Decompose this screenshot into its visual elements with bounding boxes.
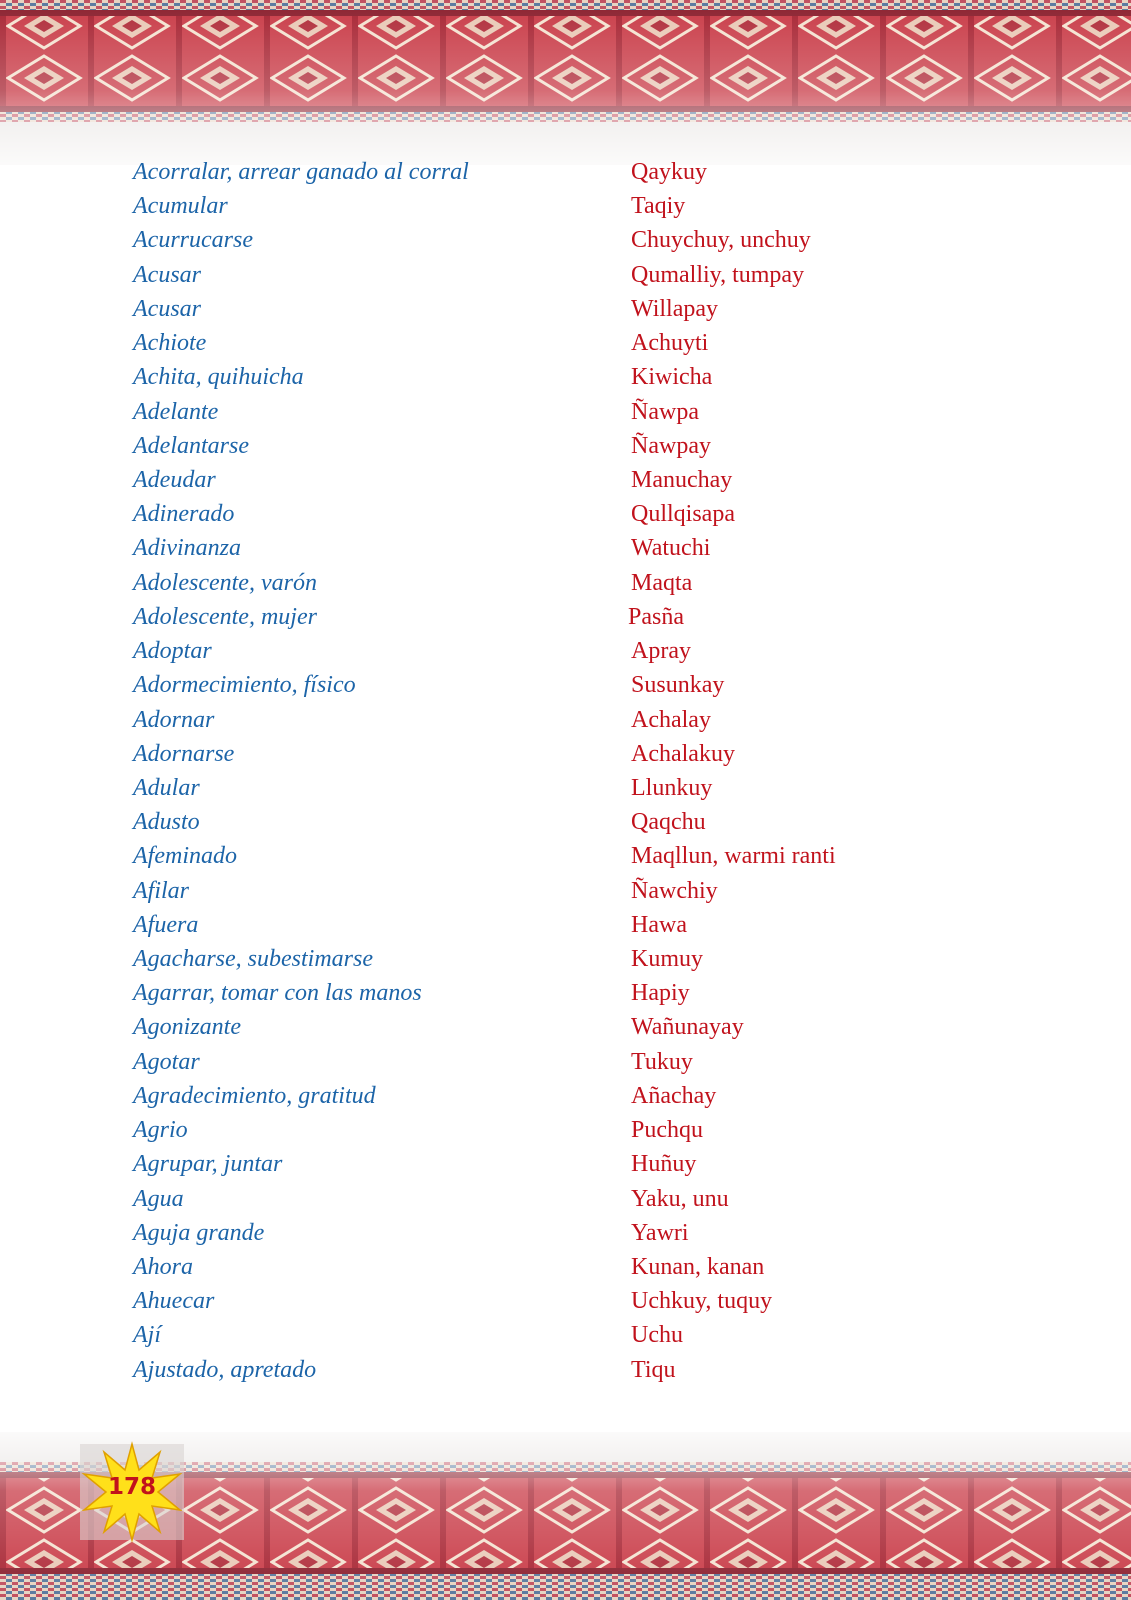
- quechua-term: Taqiy: [631, 193, 686, 220]
- quechua-term: Qaqchu: [631, 809, 706, 836]
- spanish-term: Afilar: [133, 877, 190, 904]
- glossary-entry: [0, 1079, 1131, 1113]
- spanish-term: Adornarse: [133, 740, 235, 767]
- page-number: 178: [107, 1474, 156, 1500]
- spanish-term: Adelantarse: [133, 432, 249, 459]
- glossary-list: [0, 155, 1131, 1387]
- spanish-term: Agradecimiento, gratitud: [133, 1082, 376, 1109]
- glossary-entry: [0, 395, 1131, 429]
- glossary-entry: [0, 737, 1131, 771]
- spanish-term: Acusar: [133, 261, 201, 288]
- spanish-term: Agua: [133, 1185, 184, 1212]
- glossary-entry: [0, 942, 1131, 976]
- spanish-term: Adular: [133, 774, 200, 801]
- spanish-term: Adeudar: [133, 466, 216, 493]
- quechua-term: Tiqu: [631, 1356, 676, 1383]
- glossary-entry: [0, 155, 1131, 189]
- quechua-term: Willapay: [631, 295, 718, 322]
- glossary-entry: [0, 463, 1131, 497]
- page-number-badge: [80, 1440, 184, 1544]
- spanish-term: Adusto: [133, 809, 200, 836]
- glossary-entry: [0, 1284, 1131, 1318]
- quechua-term: Yawri: [631, 1219, 689, 1246]
- quechua-term: Yaku, unu: [631, 1185, 729, 1212]
- glossary-entry: [0, 1010, 1131, 1044]
- quechua-term: Uchkuy, tuquy: [631, 1288, 773, 1315]
- spanish-term: Afeminado: [133, 843, 237, 870]
- spanish-term: Agrupar, juntar: [133, 1151, 283, 1178]
- spanish-term: Adivinanza: [133, 535, 241, 562]
- spanish-term: Adoptar: [133, 638, 212, 665]
- quechua-term: Chuychuy, unchuy: [631, 227, 811, 254]
- spanish-term: Ají: [133, 1322, 161, 1349]
- quechua-term: Ñawchiy: [631, 877, 718, 904]
- glossary-entry: [0, 600, 1131, 634]
- glossary-entry: [0, 1216, 1131, 1250]
- quechua-term: Llunkuy: [631, 774, 713, 801]
- spanish-term: Acurrucarse: [133, 227, 253, 254]
- quechua-term: Huñuy: [631, 1151, 697, 1178]
- glossary-entry: [0, 839, 1131, 873]
- quechua-term: Hawa: [631, 911, 687, 938]
- quechua-term: Pasña: [628, 603, 684, 630]
- quechua-term: Qaykuy: [631, 159, 707, 185]
- glossary-entry: [0, 874, 1131, 908]
- spanish-term: Adelante: [133, 398, 219, 425]
- glossary-entry: [0, 1045, 1131, 1079]
- glossary-entry: [0, 908, 1131, 942]
- spanish-term: Ahuecar: [133, 1288, 215, 1315]
- glossary-entry: [0, 1113, 1131, 1147]
- quechua-term: Tukuy: [631, 1048, 693, 1075]
- spanish-term: Acumular: [133, 193, 228, 220]
- glossary-entry: [0, 429, 1131, 463]
- glossary-entry: [0, 1182, 1131, 1216]
- spanish-term: Agarrar, tomar con las manos: [133, 980, 422, 1007]
- quechua-term: Qumalliy, tumpay: [631, 261, 805, 288]
- spanish-term: Agacharse, subestimarse: [133, 946, 373, 973]
- spanish-term: Afuera: [133, 911, 199, 938]
- quechua-term: Wañunayay: [631, 1014, 744, 1041]
- spanish-term: Adolescente, mujer: [133, 603, 317, 630]
- spanish-term: Acorralar, arrear ganado al corral: [133, 159, 469, 185]
- glossary-entry: [0, 258, 1131, 292]
- spanish-term: Adornar: [133, 706, 215, 733]
- glossary-entry: [0, 1147, 1131, 1181]
- quechua-term: Watuchi: [631, 535, 711, 562]
- spanish-term: Agotar: [133, 1048, 200, 1075]
- spanish-term: Acusar: [133, 295, 201, 322]
- glossary-entry: [0, 771, 1131, 805]
- quechua-term: Susunkay: [631, 672, 725, 699]
- quechua-term: Kumuy: [631, 946, 703, 973]
- quechua-term: Añachay: [631, 1082, 717, 1109]
- quechua-term: Puchqu: [631, 1117, 703, 1144]
- spanish-term: Achita, quihuicha: [133, 364, 304, 391]
- glossary-entry: [0, 497, 1131, 531]
- glossary-entry: [0, 223, 1131, 257]
- spanish-term: Adolescente, varón: [133, 569, 317, 596]
- quechua-term: Maqllun, warmi ranti: [631, 843, 836, 870]
- glossary-entry: [0, 1353, 1131, 1387]
- glossary-entry: [0, 326, 1131, 360]
- glossary-entry: [0, 805, 1131, 839]
- spanish-term: Adormecimiento, físico: [133, 672, 356, 699]
- spanish-term: Adinerado: [133, 501, 235, 528]
- quechua-term: Kiwicha: [631, 364, 713, 391]
- spanish-term: Ajustado, apretado: [133, 1356, 317, 1383]
- quechua-term: Ñawpay: [631, 432, 711, 459]
- quechua-term: Achalakuy: [631, 740, 735, 767]
- quechua-term: Hapiy: [631, 980, 690, 1007]
- glossary-entry: [0, 668, 1131, 702]
- quechua-term: Qullqisapa: [631, 501, 735, 528]
- quechua-term: Kunan, kanan: [631, 1254, 765, 1280]
- glossary-entry: [0, 189, 1131, 223]
- glossary-entry: [0, 566, 1131, 600]
- glossary-entry: [0, 292, 1131, 326]
- glossary-entry: [0, 1318, 1131, 1352]
- quechua-term: Apray: [631, 638, 691, 665]
- glossary-entry: [0, 634, 1131, 668]
- spanish-term: Agonizante: [133, 1014, 241, 1041]
- quechua-term: Uchu: [631, 1322, 683, 1349]
- spanish-term: Agrio: [133, 1117, 188, 1144]
- textile-header-band: [0, 0, 1131, 165]
- glossary-entry: [0, 703, 1131, 737]
- quechua-term: Achuyti: [631, 330, 709, 357]
- quechua-term: Manuchay: [631, 466, 733, 493]
- glossary-entry: [0, 1250, 1131, 1284]
- glossary-entry: [0, 976, 1131, 1010]
- glossary-entry: [0, 360, 1131, 394]
- spanish-term: Ahora: [133, 1254, 193, 1280]
- glossary-entry: [0, 531, 1131, 565]
- spanish-term: Aguja grande: [133, 1219, 265, 1246]
- spanish-term: Achiote: [133, 330, 207, 357]
- quechua-term: Achalay: [631, 706, 711, 733]
- quechua-term: Ñawpa: [631, 398, 699, 425]
- quechua-term: Maqta: [631, 569, 693, 596]
